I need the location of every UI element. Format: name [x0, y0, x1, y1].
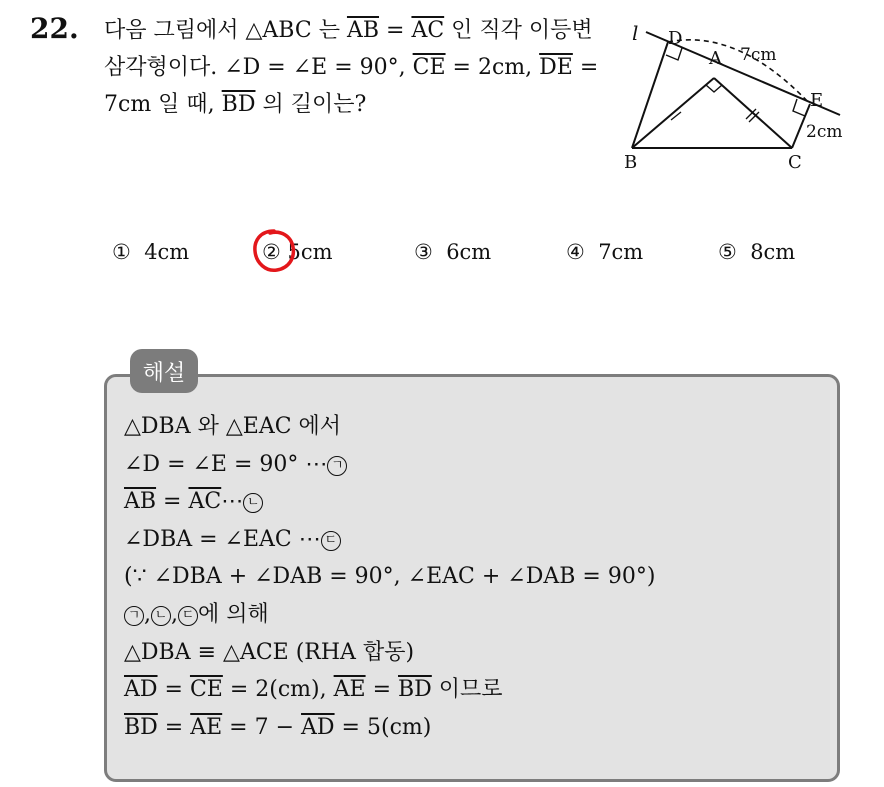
circled-mark-2: ㄴ — [243, 493, 263, 513]
solution-line-3: $\overline{AB}$ = $\overline{AC}\cdots$ ㄴ — [124, 483, 655, 521]
answer-choices — [112, 240, 832, 272]
choice-1[interactable]: ① 4cm — [112, 240, 190, 264]
choice-3[interactable]: ③ 6cm — [414, 240, 492, 264]
point-d-label: D — [668, 28, 683, 49]
line-l-label: l — [632, 21, 639, 45]
solution-content — [124, 408, 655, 746]
solution-line-5: (∵ ∠DBA + ∠DAB = 90°, ∠EAC + ∠DAB = 90°) — [124, 564, 656, 590]
solution-line-4: ∠DBA = ∠EAC ⋯ ㄷ — [124, 521, 655, 559]
circled-mark-1: ㄱ — [327, 456, 347, 476]
solution-line-8: $\overline{AD} = \overline{CE} = 2(cm)$, $\overline{AE} = \overline{BD}$ 이므로 — [124, 677, 503, 703]
ce-length-label: 2cm — [806, 122, 843, 142]
question-number: 22. — [30, 12, 79, 45]
choice-4[interactable]: ④ 7cm — [566, 240, 644, 264]
choice-2[interactable]: ② 5cm — [262, 240, 333, 264]
solution-line-2: ∠D = ∠E = 90° ⋯ ㄱ — [124, 446, 655, 484]
point-b-label: B — [624, 152, 638, 173]
answer-circle-mark — [250, 226, 300, 276]
point-e-label: E — [810, 90, 824, 111]
solution-tab: 해설 — [130, 349, 198, 393]
solution-line-6: ㄱ , ㄴ , ㄷ 에 의해 — [124, 596, 655, 634]
choice-5[interactable]: ⑤ 8cm — [718, 240, 796, 264]
solution-line-1: △DBA 와 △EAC 에서 — [124, 414, 342, 439]
question-text: 다음 그림에서 △ABC 는 $\overline{AB} = \overline{AC}$ 인 직각 이등변삼각형이다. ∠D = ∠E = 90°, $\overline{CE} = 2cm$, $\overline{DE} = 7cm$ 일 때, $\overline{BD}$ 의 길이는? — [104, 18, 599, 117]
point-a-label: A — [709, 48, 722, 69]
point-c-label: C — [788, 152, 802, 173]
solution-line-7: △DBA ≡ △ACE (RHA 합동) — [124, 639, 415, 665]
de-length-label: 7cm — [740, 45, 777, 65]
triangle-figure — [618, 18, 858, 178]
solution-line-9: $\overline{BD} = \overline{AE} = 7 - \overline{AD} = 5(cm)$ — [124, 714, 432, 740]
circled-mark-3: ㄷ — [321, 531, 341, 551]
